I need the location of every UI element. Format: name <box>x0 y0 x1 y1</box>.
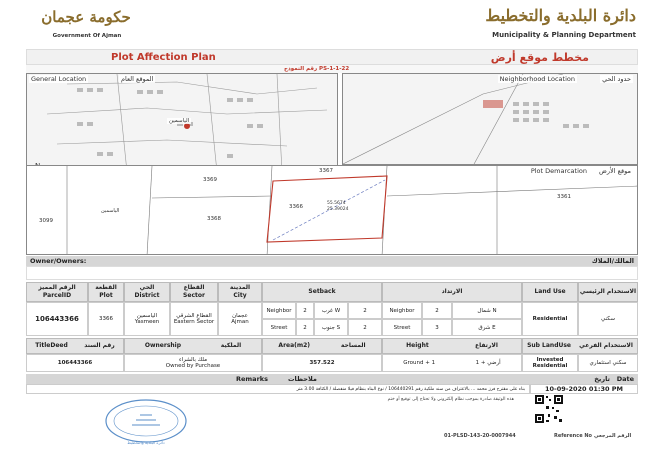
plot-number: 3361 <box>557 194 571 200</box>
ajman-government-logo-en: Government Of Ajman <box>52 33 122 39</box>
direction-en: W <box>334 307 341 314</box>
setback-value: 2 <box>422 302 452 319</box>
header-ar: المساحة <box>340 342 366 349</box>
header-en: Height <box>406 342 429 349</box>
header-en: District <box>134 292 160 299</box>
city-en: Ajman <box>231 319 249 325</box>
city-header <box>218 282 262 302</box>
district-ar: الياسمين <box>136 313 158 319</box>
plot-number: 3369 <box>203 177 217 183</box>
date-label-ar: تاريخ <box>594 375 610 383</box>
setback-direction <box>314 319 348 336</box>
neighborhood-location-map <box>342 73 638 165</box>
header-ar: رقم السند <box>84 342 115 349</box>
setback-direction <box>452 319 522 336</box>
area-name-label: الياسمين <box>169 118 190 124</box>
header-ar: القطاع <box>183 284 205 291</box>
setback-direction <box>452 302 522 319</box>
reference-label-ar: الرقم المرجعي <box>594 433 632 439</box>
owner-label-ar: المالك/الملاك <box>591 257 634 265</box>
land-use-value-ar: سكني <box>578 302 638 336</box>
setback-street-label: Street <box>382 319 422 336</box>
height-value <box>382 354 522 372</box>
owner-names-row <box>26 266 638 280</box>
sector-value <box>170 302 218 336</box>
plot-number: 3366 <box>289 204 303 210</box>
ownership-ar: ملك بالشراء <box>178 357 208 363</box>
area-header <box>262 338 382 354</box>
date-value: 10-09-2020 01:30 PM <box>530 384 638 394</box>
form-code: رقم النموذج PS-1-1-22 <box>284 66 350 72</box>
sector-header <box>170 282 218 302</box>
reference-label-en: Reference No <box>554 433 592 439</box>
coordinate-label: 55.5674 <box>327 201 346 206</box>
header-en: Area(m2) <box>278 342 311 349</box>
setback-header-ar <box>382 282 522 302</box>
plot-number: 3099 <box>39 218 53 224</box>
district-en: Yasmeen <box>134 319 160 325</box>
header-en: TitleDeed <box>35 342 68 349</box>
height-ar: أرضي + 1 <box>475 360 501 366</box>
plot-number: 3367 <box>319 168 333 174</box>
header-en: City <box>233 292 247 299</box>
header-ar: الرقم المميز <box>38 284 76 291</box>
demarcation-map-graphic <box>27 166 638 255</box>
header-en: Ownership <box>144 342 182 349</box>
district-header <box>124 282 170 302</box>
sub-land-use-header <box>522 338 638 354</box>
area-value: 357.522 <box>262 354 382 372</box>
department-logo-ar: دائرة البلدية والتخطيط <box>485 6 636 25</box>
plot-header <box>88 282 124 302</box>
height-header <box>382 338 522 354</box>
direction-en: N <box>492 307 497 314</box>
remarks-label-ar: ملاحظات <box>288 375 317 383</box>
neighborhood-label-ar: حدود الحي <box>602 75 631 83</box>
coordinate-label: 25.39024 <box>327 207 349 212</box>
header-en: Plot <box>99 292 113 299</box>
header-ar: المدينة <box>229 284 251 291</box>
direction-ar: غرب <box>321 307 333 314</box>
ownership-en: Owned by Purchase <box>165 363 221 369</box>
sub-land-use-value-ar: سكني استثماري <box>578 354 638 372</box>
header-en: Setback <box>308 288 336 295</box>
demarcation-label-en: Plot Demarcation <box>530 167 587 175</box>
header-ar: الملكية <box>220 342 242 349</box>
direction-en: E <box>492 324 496 331</box>
header-ar: الارتفاع <box>474 342 498 349</box>
land-use-value: Residential <box>522 302 578 336</box>
setback-value: 2 <box>348 319 382 336</box>
setback-value: 3 <box>422 319 452 336</box>
date-label-en: Date <box>616 375 634 383</box>
municipality-stamp-icon <box>104 398 188 444</box>
plot-number: 3368 <box>207 216 221 222</box>
title-bar <box>26 49 638 65</box>
land-use-header-ar <box>578 282 638 302</box>
setback-value: 2 <box>348 302 382 319</box>
owner-label-en: Owner/Owners: <box>30 257 87 265</box>
setback-value: 2 <box>296 319 314 336</box>
land-use-header-en <box>522 282 578 302</box>
direction-ar: جنوب <box>321 324 335 331</box>
ajman-government-logo: حكومة عجمان <box>41 8 131 26</box>
setback-street-label: Street <box>262 319 296 336</box>
header-ar: الاستخدام الرئيسي <box>579 288 637 295</box>
plot-value: 3366 <box>88 302 124 336</box>
remarks-section-header <box>26 374 638 384</box>
header-en: ParcelID <box>42 292 72 299</box>
owner-section-header <box>26 256 638 266</box>
title-deed-value: 106443366 <box>26 354 124 372</box>
city-ar: عجمان <box>232 313 248 319</box>
header-ar: الحي <box>139 284 155 291</box>
reference-number: 01-PLSD-143-20-0007944 <box>444 433 516 439</box>
neighborhood-map-graphic <box>343 74 638 165</box>
street-name-label: الياسمين <box>101 208 120 214</box>
electronic-document-warning: هذه الوثيقة صادرة بموجب نظام إلكتروني ولا تحتاج إلى توقيع أو ختم <box>387 397 514 402</box>
setback-neighbor-label: Neighbor <box>262 302 296 319</box>
setback-value: 2 <box>296 302 314 319</box>
remarks-label-en: Remarks <box>236 375 268 383</box>
sub-land-use-value: Invested Residential <box>522 354 578 372</box>
plot-affection-plan-document <box>24 6 642 450</box>
setback-header-en <box>262 282 382 302</box>
general-location-label-ar: الموقع العام <box>121 75 154 83</box>
header-ar: الاستخدام الفرعي <box>579 342 633 349</box>
neighborhood-label-en: Neighborhood Location <box>499 75 575 83</box>
header-ar: القطعة <box>95 284 117 291</box>
direction-ar: شرق <box>478 324 491 331</box>
page-title-en: Plot Affection Plan <box>111 52 216 63</box>
ownership-header <box>124 338 262 354</box>
department-name-en: Municipality & Planning Department <box>492 31 636 39</box>
header-en: Sector <box>183 292 205 299</box>
parcel-id-header <box>26 282 88 302</box>
setback-direction <box>314 302 348 319</box>
city-value <box>218 302 262 336</box>
ownership-value <box>124 354 262 372</box>
general-location-label-en: General Location <box>31 75 87 83</box>
plot-demarcation-map <box>26 165 638 255</box>
sector-en: Eastern Sector <box>173 319 215 325</box>
setback-neighbor-label: Neighbor <box>382 302 422 319</box>
document-header <box>24 6 642 46</box>
header-ar: الارتداد <box>441 288 463 295</box>
page-title-ar: مخطط موقع أرض <box>490 51 589 64</box>
sector-ar: القطاع الشرقي <box>176 313 212 319</box>
parcel-id-value: 106443366 <box>26 302 88 336</box>
remarks-note: بناء على مقترح فرز محمد ... بالاعتراف من سند ملكية رقم 106440291 / نوع البناء بنظام فيلا منفصلة / الكثافة 3.00 متر <box>26 384 530 394</box>
general-location-map <box>26 73 338 171</box>
height-en: Ground + 1 <box>403 360 436 366</box>
header-en: Land Use <box>534 288 566 295</box>
district-value <box>124 302 170 336</box>
title-deed-header <box>26 338 124 354</box>
demarcation-label-ar: موقع الأرض <box>599 167 631 175</box>
stamp-text: دائرة البلدية والتخطيط <box>127 440 165 445</box>
direction-ar: شمال <box>477 307 491 314</box>
qr-code-icon <box>534 394 564 424</box>
header-en: Sub LandUse <box>527 342 572 349</box>
direction-en: S <box>336 324 341 331</box>
